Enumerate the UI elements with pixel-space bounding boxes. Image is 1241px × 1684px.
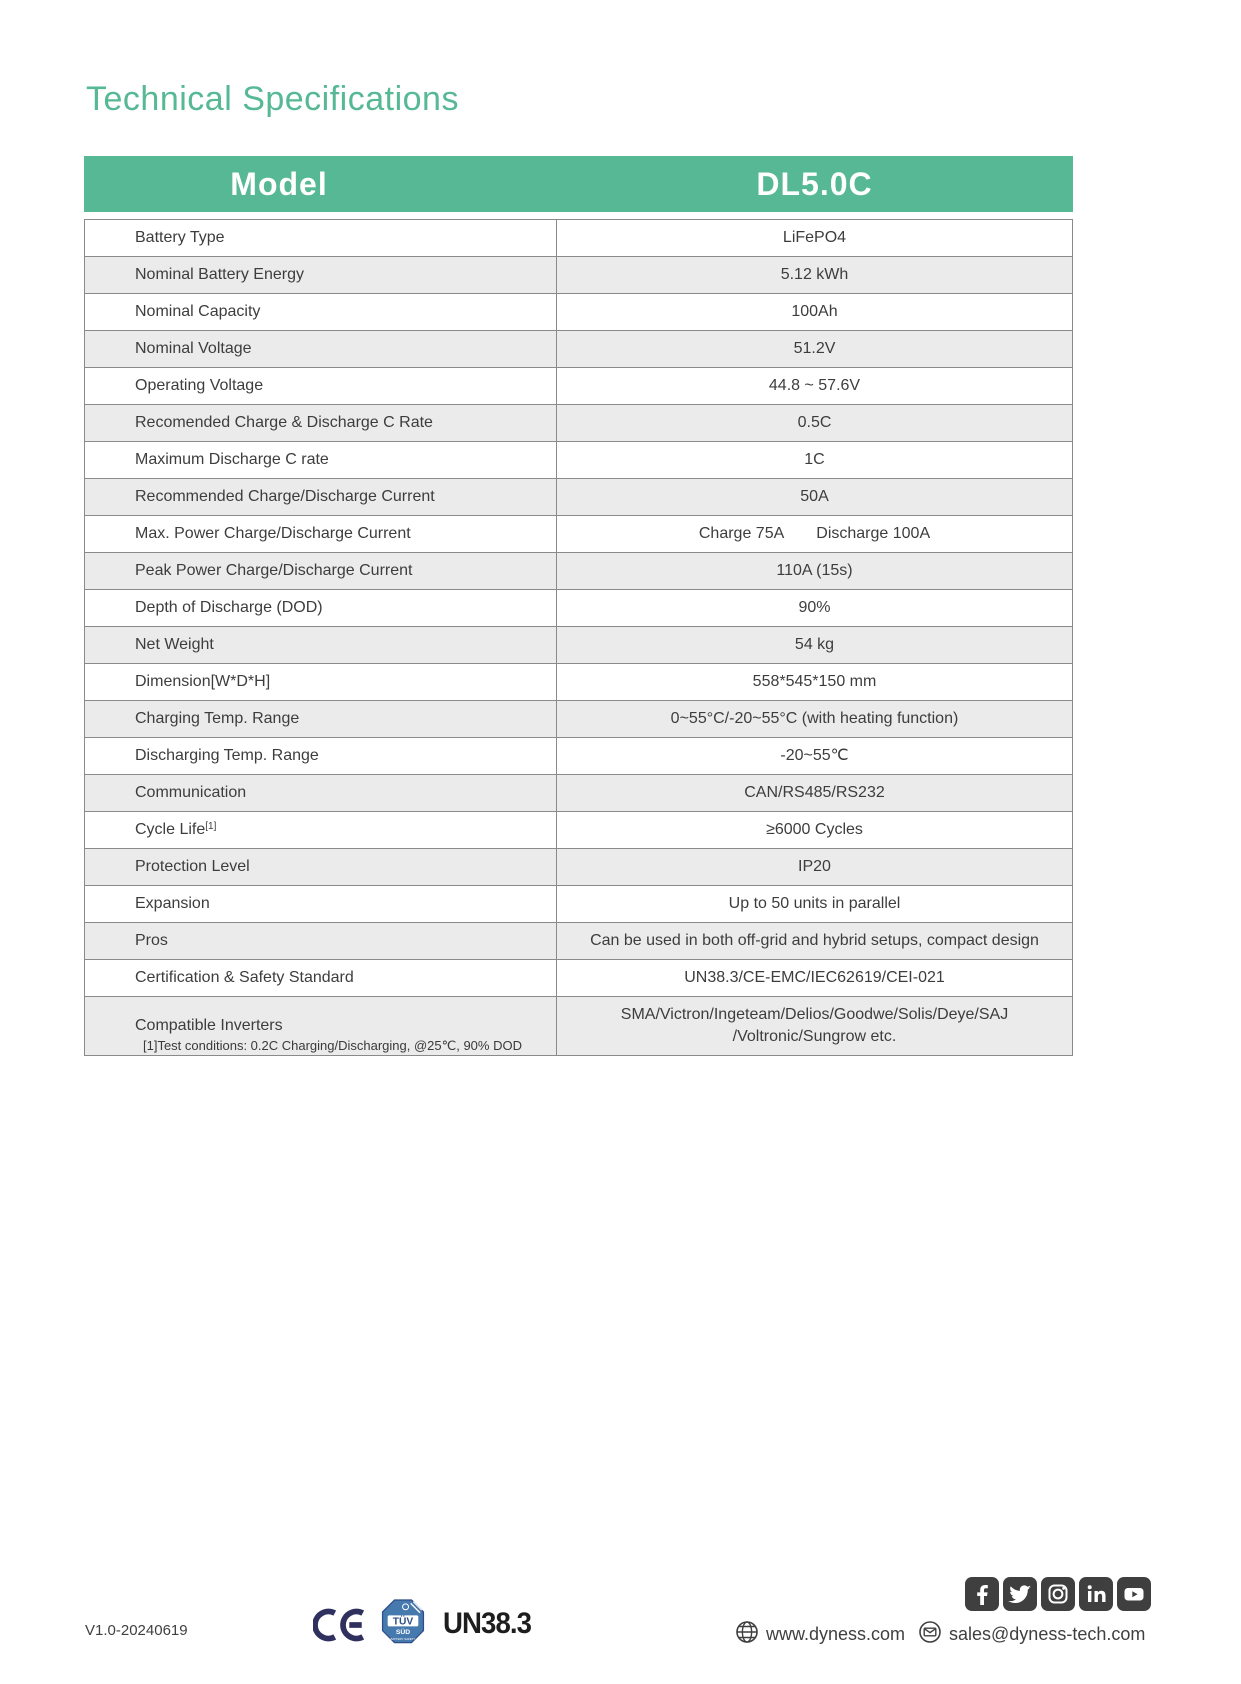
version-label: V1.0-20240619 (85, 1622, 188, 1639)
spec-label-cell (85, 590, 557, 626)
spec-value: 54 kg (794, 636, 835, 654)
table-row (85, 590, 1072, 627)
spec-value-cell (557, 775, 1072, 811)
spec-label: Pros (135, 932, 168, 949)
spec-value: 1C (804, 451, 825, 469)
spec-label: Recommended Charge/Discharge Current (135, 488, 435, 505)
spec-label-cell (85, 923, 557, 959)
table-row (85, 220, 1072, 257)
tuv-text: TÜV (392, 1616, 414, 1628)
header-model-label: Model (230, 165, 328, 202)
spec-value: 0~55°C/-20~55°C (with heating function) (670, 710, 959, 728)
ce-mark-icon (313, 1599, 369, 1656)
spec-value: 558*545*150 mm (752, 673, 877, 691)
spec-label: Expansion (135, 895, 210, 912)
table-row (85, 960, 1072, 997)
spec-value-cell (557, 553, 1072, 589)
table-row (85, 442, 1072, 479)
spec-label: Dimension[W*D*H] (135, 673, 271, 690)
spec-label: Battery Type (135, 229, 225, 246)
spec-value-cell (557, 812, 1072, 848)
spec-value-cell (557, 664, 1072, 700)
table-row (85, 553, 1072, 590)
spec-label: Certification & Safety Standard (135, 969, 354, 986)
spec-value-cell (557, 516, 1072, 552)
spec-label: Nominal Capacity (135, 303, 261, 320)
spec-label: Cycle Life (135, 821, 206, 838)
spec-value: Up to 50 units in parallel (728, 895, 901, 913)
spec-value: IP20 (798, 858, 831, 876)
spec-value: 100Ah (791, 303, 838, 321)
spec-label: Communication (135, 784, 247, 801)
spec-value: 51.2V (793, 340, 836, 358)
spec-value: -20~55℃ (780, 747, 849, 765)
table-row (85, 775, 1072, 812)
spec-label-cell (85, 886, 557, 922)
spec-value-cell (557, 294, 1072, 330)
spec-value: Charge 75A Discharge 100A (698, 525, 931, 543)
twitter-icon[interactable] (1003, 1577, 1037, 1611)
spec-label-cell (85, 516, 557, 552)
table-row (85, 257, 1072, 294)
spec-label-cell (85, 331, 557, 367)
spec-value: 44.8 ~ 57.6V (768, 377, 861, 395)
spec-value-cell (557, 590, 1072, 626)
footnote: [1]Test conditions: 0.2C Charging/Discharging, @25℃, 90% DOD (143, 1038, 522, 1053)
table-row (85, 627, 1072, 664)
email-link[interactable]: sales@dyness-tech.com (949, 1624, 1146, 1644)
table-row (85, 923, 1072, 960)
spec-value: 90% (798, 599, 831, 617)
spec-label-cell (85, 442, 557, 478)
spec-label: Peak Power Charge/Discharge Current (135, 562, 413, 579)
table-row (85, 368, 1072, 405)
spec-value: UN38.3/CE-EMC/IEC62619/CEI-021 (684, 969, 945, 987)
spec-label-cell (85, 553, 557, 589)
spec-label-cell (85, 849, 557, 885)
spec-label-cell (85, 220, 557, 256)
table-row (85, 331, 1072, 368)
spec-value: Can be used in both off-grid and hybrid setups, compact design (590, 932, 1039, 950)
table-row (85, 701, 1072, 738)
spec-label-cell (85, 701, 557, 737)
table-row (85, 738, 1072, 775)
spec-label: Depth of Discharge (DOD) (135, 599, 323, 616)
spec-value-cell (557, 368, 1072, 404)
spec-value-cell (557, 442, 1072, 478)
spec-table (84, 156, 1073, 1056)
spec-value: 110A (15s) (776, 562, 853, 580)
spec-label-cell (85, 368, 557, 404)
spec-value: CAN/RS485/RS232 (744, 784, 885, 802)
spec-value-cell (557, 701, 1072, 737)
spec-label: Nominal Battery Energy (135, 266, 304, 283)
website-line (735, 1620, 905, 1649)
page-title: Technical Specifications (86, 80, 459, 118)
table-row (85, 886, 1072, 923)
table-row (85, 849, 1072, 886)
spec-value: LiFePO4 (782, 229, 847, 247)
spec-label: Protection Level (135, 858, 250, 875)
spec-value-cell (557, 923, 1072, 959)
spec-label-cell (85, 775, 557, 811)
spec-label: Maximum Discharge C rate (135, 451, 329, 468)
spec-value-cell (557, 738, 1072, 774)
spec-label-cell (85, 738, 557, 774)
youtube-icon[interactable] (1117, 1577, 1151, 1611)
header-model-value: DL5.0C (756, 165, 873, 202)
website-link[interactable]: www.dyness.com (766, 1624, 906, 1644)
spec-label-cell (85, 960, 557, 996)
spec-label-cell (85, 664, 557, 700)
table-row (85, 405, 1072, 442)
spec-label: Charging Temp. Range (135, 710, 300, 727)
spec-label-cell (85, 405, 557, 441)
email-icon (918, 1620, 942, 1649)
spec-value: SMA/Victron/Ingeteam/Delios/Goodwe/Solis/Deye/SAJ (620, 1006, 1009, 1024)
spec-table-header (84, 156, 1073, 212)
spec-value: 0.5C (797, 414, 832, 432)
spec-value-cell (557, 220, 1072, 256)
tuv-sud-icon (380, 1595, 426, 1656)
linkedin-icon[interactable] (1079, 1577, 1113, 1611)
spec-label-cell (85, 627, 557, 663)
table-row (85, 664, 1072, 701)
spec-value-cell (557, 997, 1072, 1055)
table-row (85, 479, 1072, 516)
spec-value: ≥6000 Cycles (766, 821, 863, 839)
facebook-icon[interactable] (965, 1577, 999, 1611)
spec-value: 50A (800, 488, 829, 506)
sud-text: SÜD (395, 1629, 411, 1637)
table-row (85, 812, 1072, 849)
spec-value-cell (557, 886, 1072, 922)
spec-label: Net Weight (135, 636, 214, 653)
spec-label-cell (85, 479, 557, 515)
spec-label: Compatible Inverters (135, 1017, 283, 1034)
spec-label-cell (85, 257, 557, 293)
email-line (918, 1620, 1145, 1649)
spec-label: Discharging Temp. Range (135, 747, 319, 764)
spec-value-cell (557, 849, 1072, 885)
spec-label-cell (85, 294, 557, 330)
table-row (85, 294, 1072, 331)
table-row (85, 516, 1072, 553)
spec-label: Max. Power Charge/Discharge Current (135, 525, 411, 542)
spec-value-cell (557, 479, 1072, 515)
globe-icon (735, 1620, 759, 1649)
spec-value-cell (557, 960, 1072, 996)
spec-value-cell (557, 331, 1072, 367)
spec-value-cell (557, 405, 1072, 441)
spec-label: Nominal Voltage (135, 340, 252, 357)
spec-value-line2: /Voltronic/Sungrow etc. (732, 1028, 897, 1045)
spec-label: Recomended Charge & Discharge C Rate (135, 414, 433, 431)
spec-label: Operating Voltage (135, 377, 264, 394)
spec-value-cell (557, 627, 1072, 663)
instagram-icon[interactable] (1041, 1577, 1075, 1611)
spec-label-cell: Cycle Life [1] (85, 812, 557, 848)
spec-value: 5.12 kWh (780, 266, 849, 284)
svg-text:BATTERY SAFETY: BATTERY SAFETY (390, 1637, 416, 1642)
spec-table-body (84, 219, 1073, 1056)
un383-label: UN38.3 (443, 1607, 532, 1640)
social-icons (965, 1577, 1151, 1611)
spec-value-cell (557, 257, 1072, 293)
